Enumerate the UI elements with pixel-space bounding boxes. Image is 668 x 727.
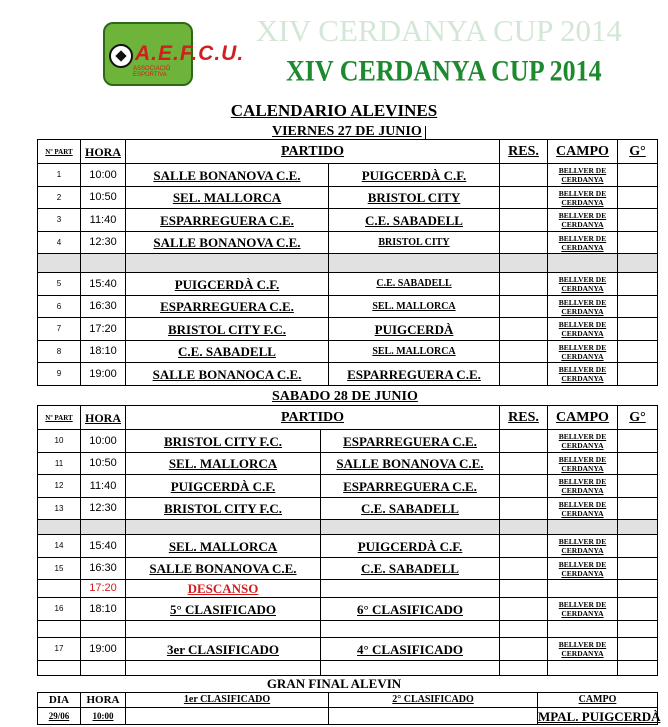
match-number: 6 bbox=[38, 296, 81, 318]
match-number: 8 bbox=[38, 341, 81, 363]
result-cell bbox=[500, 498, 548, 520]
result-cell bbox=[500, 475, 548, 498]
col-campo-header: CAMPO bbox=[548, 140, 618, 164]
home-team: BRISTOL CITY F.C. bbox=[126, 498, 321, 520]
away-team bbox=[321, 580, 500, 598]
venue: BELLVER DE CERDANYA bbox=[548, 273, 618, 296]
away-team: PUIGCERDÀ C.F. bbox=[329, 164, 500, 187]
empty-cell bbox=[38, 621, 81, 638]
final-col-hora: HORA bbox=[81, 693, 126, 708]
venue: BELLVER DE CERDANYA bbox=[548, 453, 618, 475]
away-team: C.E. SABADELL bbox=[329, 273, 500, 296]
venue: BELLVER DE CERDANYA bbox=[548, 232, 618, 254]
empty-cell bbox=[81, 661, 126, 676]
match-number: 4 bbox=[38, 232, 81, 254]
lunch-break-row bbox=[38, 254, 658, 273]
goals-cell bbox=[618, 475, 658, 498]
match-number: 2 bbox=[38, 187, 81, 209]
goals-cell bbox=[618, 273, 658, 296]
match-number: 13 bbox=[38, 498, 81, 520]
result-cell bbox=[500, 535, 548, 558]
empty-cell bbox=[38, 520, 81, 535]
col-partido-header: PARTIDO bbox=[126, 406, 500, 430]
empty-cell bbox=[126, 254, 329, 273]
final-col-campo: CAMPO bbox=[538, 693, 658, 708]
away-team: BRISTOL CITY bbox=[329, 232, 500, 254]
final-first-team bbox=[126, 708, 329, 725]
home-team: SEL. MALLORCA bbox=[126, 535, 321, 558]
spacer-row bbox=[38, 621, 658, 638]
page-title: XIV CERDANYA CUP 2014 bbox=[286, 54, 602, 88]
col-res-header: RES. bbox=[500, 140, 548, 164]
final-table bbox=[37, 692, 661, 725]
empty-cell bbox=[548, 661, 618, 676]
venue: BELLVER DE CERDANYA bbox=[548, 598, 618, 621]
match-row bbox=[38, 453, 658, 475]
match-time: 19:00 bbox=[81, 363, 126, 386]
venue bbox=[548, 580, 618, 598]
empty-cell bbox=[321, 621, 500, 638]
match-row bbox=[38, 209, 658, 232]
table-header-row bbox=[38, 406, 658, 430]
col-partido-header: PARTIDO bbox=[126, 140, 500, 164]
empty-cell bbox=[38, 661, 81, 676]
match-number: 11 bbox=[38, 453, 81, 475]
col-hora-header: HORA bbox=[81, 140, 126, 164]
match-time: 11:40 bbox=[81, 209, 126, 232]
home-team: PUIGCERDÀ C.F. bbox=[126, 475, 321, 498]
home-team: ESPARREGUERA C.E. bbox=[126, 296, 329, 318]
goals-cell bbox=[618, 164, 658, 187]
match-number: 9 bbox=[38, 363, 81, 386]
result-cell bbox=[500, 318, 548, 341]
empty-cell bbox=[500, 254, 548, 273]
result-cell bbox=[500, 598, 548, 621]
soccer-ball-icon bbox=[109, 44, 133, 68]
away-team: SALLE BONANOVA C.E. bbox=[321, 453, 500, 475]
match-row bbox=[38, 296, 658, 318]
empty-cell bbox=[500, 661, 548, 676]
goals-cell bbox=[618, 598, 658, 621]
match-time: 10:50 bbox=[81, 187, 126, 209]
final-header-row bbox=[38, 693, 658, 708]
venue: BELLVER DE CERDANYA bbox=[548, 209, 618, 232]
empty-cell bbox=[500, 621, 548, 638]
match-row bbox=[38, 475, 658, 498]
away-team: ESPARREGUERA C.E. bbox=[321, 430, 500, 453]
match-number: 7 bbox=[38, 318, 81, 341]
day1-label: VIERNES 27 DE JUNIO bbox=[272, 124, 422, 139]
final-campo: MPAL. PUIGCERDÀ bbox=[538, 708, 661, 724]
match-time: 15:40 bbox=[81, 273, 126, 296]
match-row bbox=[38, 558, 658, 580]
result-cell bbox=[500, 209, 548, 232]
result-cell bbox=[500, 232, 548, 254]
result-cell bbox=[500, 341, 548, 363]
match-number: 16 bbox=[38, 598, 81, 621]
venue: BELLVER DE CERDANYA bbox=[548, 430, 618, 453]
away-team: C.E. SABADELL bbox=[329, 209, 500, 232]
match-row bbox=[38, 638, 658, 661]
title-watermark: XIV CERDANYA CUP 2014 bbox=[256, 13, 623, 48]
match-row bbox=[38, 273, 658, 296]
match-row bbox=[38, 187, 658, 209]
goals-cell bbox=[618, 638, 658, 661]
away-team: C.E. SABADELL bbox=[321, 498, 500, 520]
final-hora: 10:00 bbox=[81, 708, 126, 725]
result-cell bbox=[500, 164, 548, 187]
home-team: 3er CLASIFICADO bbox=[126, 638, 321, 661]
empty-cell bbox=[126, 621, 321, 638]
goals-cell bbox=[618, 453, 658, 475]
home-team: SALLE BONANOVA C.E. bbox=[126, 232, 329, 254]
empty-cell bbox=[500, 520, 548, 535]
break-label: DESCANSO bbox=[126, 580, 321, 598]
goals-cell bbox=[618, 209, 658, 232]
col-campo-header: CAMPO bbox=[548, 406, 618, 430]
away-team: PUIGCERDÀ bbox=[329, 318, 500, 341]
away-team: ESPARREGUERA C.E. bbox=[321, 475, 500, 498]
final-row bbox=[38, 708, 658, 725]
match-number: 14 bbox=[38, 535, 81, 558]
match-row bbox=[38, 164, 658, 187]
match-row bbox=[38, 535, 658, 558]
home-team: ESPARREGUERA C.E. bbox=[126, 209, 329, 232]
match-time: 10:00 bbox=[81, 164, 126, 187]
match-number: 1 bbox=[38, 164, 81, 187]
match-number bbox=[38, 580, 81, 598]
match-row bbox=[38, 430, 658, 453]
break-row bbox=[38, 580, 658, 598]
col-num-header: Nº PART bbox=[38, 140, 81, 164]
table-header-row bbox=[38, 140, 658, 164]
empty-cell bbox=[321, 520, 500, 535]
result-cell bbox=[500, 558, 548, 580]
col-res-header: RES. bbox=[500, 406, 548, 430]
goals-cell bbox=[618, 580, 658, 598]
match-time: 12:30 bbox=[81, 232, 126, 254]
away-team: 4° CLASIFICADO bbox=[321, 638, 500, 661]
day2-label: SABADO 28 DE JUNIO bbox=[272, 389, 418, 404]
logo-text: A.E.F.C.U. bbox=[135, 42, 245, 65]
match-time: 19:00 bbox=[81, 638, 126, 661]
home-team: C.E. SABADELL bbox=[126, 341, 329, 363]
match-number: 10 bbox=[38, 430, 81, 453]
venue: BELLVER DE CERDANYA bbox=[548, 187, 618, 209]
match-time: 17:20 bbox=[81, 318, 126, 341]
away-team: PUIGCERDÀ C.F. bbox=[321, 535, 500, 558]
venue: BELLVER DE CERDANYA bbox=[548, 341, 618, 363]
goals-cell bbox=[618, 296, 658, 318]
result-cell bbox=[500, 638, 548, 661]
match-time: 10:50 bbox=[81, 453, 126, 475]
final-dia: 29/06 bbox=[38, 708, 81, 725]
match-time: 11:40 bbox=[81, 475, 126, 498]
venue: BELLVER DE CERDANYA bbox=[548, 498, 618, 520]
match-time: 15:40 bbox=[81, 535, 126, 558]
match-time: 18:10 bbox=[81, 598, 126, 621]
final-col-dia: DIA bbox=[38, 693, 81, 708]
venue: BELLVER DE CERDANYA bbox=[548, 475, 618, 498]
empty-cell bbox=[548, 520, 618, 535]
empty-cell bbox=[81, 254, 126, 273]
match-row bbox=[38, 363, 658, 386]
away-team: 6° CLASIFICADO bbox=[321, 598, 500, 621]
venue: BELLVER DE CERDANYA bbox=[548, 638, 618, 661]
empty-cell bbox=[548, 254, 618, 273]
spacer-row bbox=[38, 661, 658, 676]
venue: BELLVER DE CERDANYA bbox=[548, 318, 618, 341]
goals-cell bbox=[618, 232, 658, 254]
home-team: SEL. MALLORCA bbox=[126, 187, 329, 209]
empty-cell bbox=[618, 520, 658, 535]
final-heading: GRAN FINAL ALEVIN bbox=[266, 676, 402, 691]
goals-cell bbox=[618, 318, 658, 341]
logo-subtext: ASSOCIACIÓ ESPORTIVA bbox=[133, 66, 171, 78]
venue: BELLVER DE CERDANYA bbox=[548, 296, 618, 318]
goals-cell bbox=[618, 498, 658, 520]
result-cell bbox=[500, 296, 548, 318]
result-cell bbox=[500, 430, 548, 453]
result-cell bbox=[500, 580, 548, 598]
empty-cell bbox=[618, 254, 658, 273]
goals-cell bbox=[618, 558, 658, 580]
away-team: BRISTOL CITY bbox=[329, 187, 500, 209]
home-team: SALLE BONANOCA C.E. bbox=[126, 363, 329, 386]
home-team: SEL. MALLORCA bbox=[126, 453, 321, 475]
venue: BELLVER DE CERDANYA bbox=[548, 164, 618, 187]
match-number: 3 bbox=[38, 209, 81, 232]
home-team: BRISTOL CITY F.C. bbox=[126, 430, 321, 453]
result-cell bbox=[500, 453, 548, 475]
home-team: SALLE BONANOVA C.E. bbox=[126, 558, 321, 580]
lunch-break-row bbox=[38, 520, 658, 535]
away-team: SEL. MALLORCA bbox=[329, 341, 500, 363]
match-row bbox=[38, 498, 658, 520]
empty-cell bbox=[618, 621, 658, 638]
col-g-header: G° bbox=[618, 406, 658, 430]
final-col-second: 2° CLASIFICADO bbox=[329, 693, 538, 708]
venue: BELLVER DE CERDANYA bbox=[548, 535, 618, 558]
col-num-header: Nº PART bbox=[38, 406, 81, 430]
tournament-logo bbox=[103, 22, 245, 86]
goals-cell bbox=[618, 341, 658, 363]
result-cell bbox=[500, 363, 548, 386]
result-cell bbox=[500, 273, 548, 296]
match-row bbox=[38, 318, 658, 341]
result-cell bbox=[500, 187, 548, 209]
goals-cell bbox=[618, 535, 658, 558]
final-col-first: 1er CLASIFICADO bbox=[126, 693, 329, 708]
match-time: 12:30 bbox=[81, 498, 126, 520]
venue: BELLVER DE CERDANYA bbox=[548, 558, 618, 580]
match-time: 16:30 bbox=[81, 558, 126, 580]
match-row bbox=[38, 341, 658, 363]
goals-cell bbox=[618, 363, 658, 386]
empty-cell bbox=[81, 621, 126, 638]
empty-cell bbox=[548, 621, 618, 638]
day2-schedule-table bbox=[37, 405, 658, 676]
empty-cell bbox=[126, 520, 321, 535]
empty-cell bbox=[81, 520, 126, 535]
match-number: 12 bbox=[38, 475, 81, 498]
col-g-header: G° bbox=[618, 140, 658, 164]
empty-cell bbox=[38, 254, 81, 273]
venue: BELLVER DE CERDANYA bbox=[548, 363, 618, 386]
empty-cell bbox=[329, 254, 500, 273]
home-team: BRISTOL CITY F.C. bbox=[126, 318, 329, 341]
calendar-heading: CALENDARIO ALEVINES bbox=[230, 101, 438, 120]
match-number: 5 bbox=[38, 273, 81, 296]
day1-schedule-table bbox=[37, 139, 658, 386]
match-time: 17:20 bbox=[81, 580, 126, 598]
empty-cell bbox=[321, 661, 500, 676]
goals-cell bbox=[618, 187, 658, 209]
final-second-team bbox=[329, 708, 538, 725]
home-team: SALLE BONANOVA C.E. bbox=[126, 164, 329, 187]
away-team: C.E. SABADELL bbox=[321, 558, 500, 580]
col-hora-header: HORA bbox=[81, 406, 126, 430]
match-row bbox=[38, 232, 658, 254]
match-number: 17 bbox=[38, 638, 81, 661]
match-number: 15 bbox=[38, 558, 81, 580]
away-team: ESPARREGUERA C.E. bbox=[329, 363, 500, 386]
match-time: 10:00 bbox=[81, 430, 126, 453]
match-row bbox=[38, 598, 658, 621]
home-team: 5° CLASIFICADO bbox=[126, 598, 321, 621]
home-team: PUIGCERDÀ C.F. bbox=[126, 273, 329, 296]
away-team: SEL. MALLORCA bbox=[329, 296, 500, 318]
goals-cell bbox=[618, 430, 658, 453]
match-time: 18:10 bbox=[81, 341, 126, 363]
empty-cell bbox=[126, 661, 321, 676]
match-time: 16:30 bbox=[81, 296, 126, 318]
empty-cell bbox=[618, 661, 658, 676]
